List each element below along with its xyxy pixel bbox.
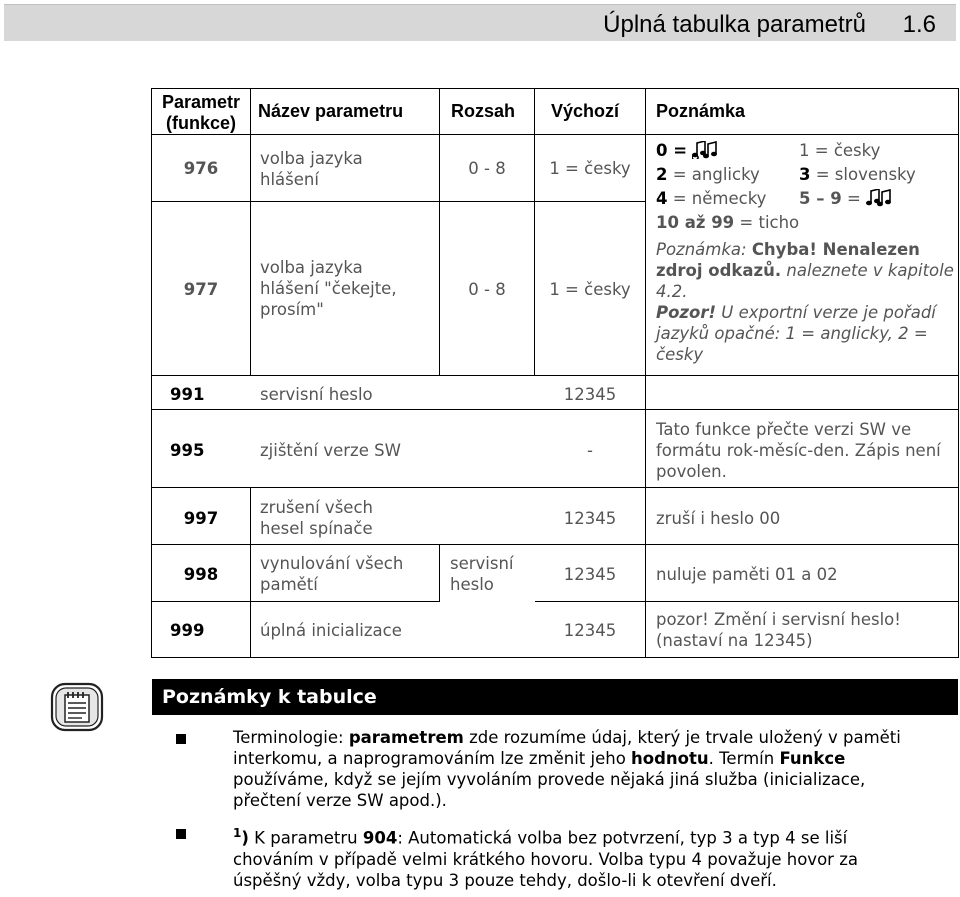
music-notes-icon <box>692 141 718 159</box>
lang-line-1b: 1 = česky <box>799 141 881 160</box>
page-title: Úplná tabulka parametrů <box>603 11 866 38</box>
lang-line-2a: 2 = anglicky <box>656 165 760 184</box>
param-id-991: 991 <box>170 385 205 404</box>
param-id-999: 999 <box>170 621 205 640</box>
lang-line-4: 10 až 99 = ticho <box>656 213 800 232</box>
param-name-998: vynulování všech pamětí <box>260 554 404 594</box>
param-range-998: servisní heslo <box>450 554 514 594</box>
param-id-997: 997 <box>183 509 219 528</box>
column-header-default: Výchozí <box>551 101 620 121</box>
param-id-976: 976 <box>183 159 219 178</box>
param-name-999: úplná inicializace <box>260 621 402 640</box>
page-header <box>4 4 956 41</box>
note-997: zruší i heslo 00 <box>656 509 781 528</box>
param-default-995: - <box>587 441 593 460</box>
param-default-997: 12345 <box>563 509 617 528</box>
note-paragraph-2: $^1$) K parametru 904: Automatická volba bez potvrzení, typ 3 a typ 4 se liší chováním v případě velmi krátkého hovoru. Volba typu 4 považuje hovor za úspěšný vždy, volba typu 3 pouze tehdy, došlo-li k otevření dveří. <box>233 826 858 890</box>
note-999: pozor! Změní i servisní heslo! (nastaví na 12345) <box>656 610 901 650</box>
music-notes-icon <box>866 189 892 207</box>
param-name-977: volba jazyka hlášení "čekejte, prosím" <box>260 258 397 319</box>
param-name-995: zjištění verze SW <box>260 441 401 460</box>
note-977: Poznámka: Chyba! Nenalezen zdroj odkazů. naleznete v kapitole 4.2. Pozor! U exportní verze je pořadí jazyků opačné: 1 = anglicky, 2 = česky <box>656 240 954 364</box>
notes-title: Poznámky k tabulce <box>152 679 958 715</box>
note-paragraph-1: Terminologie: parametrem zde rozumíme údaj, který je trvale uložený v paměti interkomu, a naprogramováním lze změnit jeho hodnotu. Termín Funkce používáme, když se jejím vyvoláním provede nějaká jiná služba (inicializace, přečtení verze SW apod.). <box>233 728 901 810</box>
param-name-991: servisní heslo <box>260 385 373 404</box>
column-header-param: Parametr (funkce) <box>161 92 241 133</box>
lang-line-1a: 0 = <box>656 140 718 161</box>
param-name-976: volba jazyka hlášení <box>260 149 363 189</box>
param-id-977: 977 <box>183 280 219 299</box>
param-default-999: 12345 <box>563 621 617 640</box>
bullet-marker <box>176 829 186 839</box>
param-id-998: 998 <box>183 565 219 584</box>
lang-line-3a: 4 = německy <box>656 189 767 208</box>
param-range-977: 0 - 8 <box>468 280 506 299</box>
param-default-976: 1 = česky <box>549 159 631 178</box>
notepad-icon <box>50 682 104 732</box>
param-name-997: zrušení všech hesel spínače <box>260 498 373 538</box>
bullet-marker <box>176 734 186 744</box>
column-header-note: Poznámka <box>656 101 746 121</box>
lang-line-2b: 3 = slovensky <box>799 165 916 184</box>
param-default-977: 1 = česky <box>549 280 631 299</box>
column-header-range: Rozsah <box>451 101 516 121</box>
param-default-991: 12345 <box>563 385 617 404</box>
lang-line-3b: 5 – 9 = <box>799 188 892 209</box>
column-header-name: Název parametru <box>258 101 404 121</box>
param-range-976: 0 - 8 <box>468 159 506 178</box>
param-default-998: 12345 <box>563 565 617 584</box>
param-id-995: 995 <box>170 441 205 460</box>
note-995: Tato funkce přečte verzi SW ve formátu rok-měsíc-den. Zápis není povolen. <box>656 420 941 481</box>
note-998: nuluje paměti 01 a 02 <box>656 565 838 584</box>
section-number: 1.6 <box>902 11 936 38</box>
